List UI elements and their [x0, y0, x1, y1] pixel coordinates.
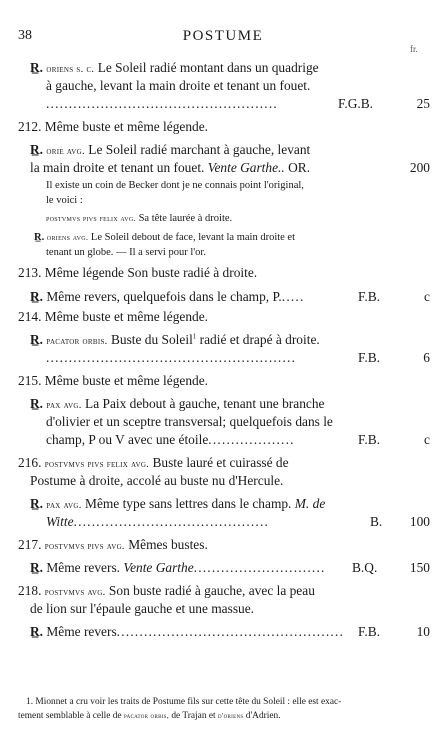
- legend: d'oriens: [217, 711, 244, 720]
- entry-215-reverse-line-1: R̲. pax avg. La Paix debout à gauche, tenant une branche: [30, 396, 325, 411]
- reverse-mark: R̲.: [30, 332, 44, 347]
- reverse-mark: R̲.: [30, 560, 44, 575]
- legend: postvmvs pivs avg.: [44, 541, 125, 552]
- entry-217-obverse: 217. postvmvs pivs avg. Mêmes bustes.: [18, 537, 208, 552]
- entry-216-reverse-line-2: Witte...........................................: [46, 514, 354, 530]
- metal: OR.: [288, 160, 311, 175]
- entry-212-reverse-line-1: R̲. orie avg. Le Soleil radié marchant à gauche, levant: [30, 142, 311, 157]
- legend: pacator orbis.: [46, 336, 108, 347]
- entry-214-reference: F.B.: [358, 350, 381, 365]
- entry-215-reference: F.B.: [358, 432, 381, 447]
- entry-number: 214.: [18, 309, 42, 324]
- entry-211-reference: F.G.B.: [338, 96, 374, 111]
- entry-215-price: c: [424, 432, 430, 447]
- entry-212-title: 212. Même buste et même légende.: [18, 119, 209, 134]
- footnote-line-1: 1. Mionnet a cru voir les traits de Postume fils sur cette tête du Soleil : elle est exac-: [26, 697, 342, 707]
- entry-number: 217.: [18, 537, 42, 552]
- reverse-mark: R̲.: [34, 232, 45, 243]
- legend: oriens avg.: [46, 232, 89, 242]
- leader-dots: .......................................................: [46, 350, 297, 365]
- footnote-line-2: tement semblable à celle de pacator orbis, de Trajan et d'oriens d'Adrien.: [18, 711, 281, 721]
- entry-213-reference: F.B.: [358, 289, 381, 304]
- entry-212-price: 200: [409, 160, 430, 175]
- entry-214-reverse-line-1: R̲. pacator orbis. Buste du Soleil$^1$ radié et drapé à droite.: [30, 332, 320, 347]
- reverse-mark: R̲.: [30, 396, 44, 411]
- legend: pax avg.: [46, 400, 82, 411]
- entry-216-price: 100: [409, 514, 430, 529]
- entry-217-reference: B.Q.: [352, 560, 378, 575]
- legend: postvmvs pivs felix avg.: [46, 213, 136, 223]
- de-witte-reference: M. de: [294, 496, 326, 511]
- reverse-mark: R̲.: [30, 142, 44, 157]
- entry-215-reverse-line-3: champ, P ou V avec une étoile...................: [46, 432, 323, 448]
- entry-217-reverse: R̲. Même revers. Vente Garthe.............................: [30, 560, 326, 575]
- entry-215-title: 215. Même buste et même légende.: [18, 373, 209, 388]
- entry-211-price: 25: [416, 96, 430, 111]
- legend: postvmvs pivs felix avg.: [44, 459, 150, 470]
- running-head: POSTUME: [182, 28, 264, 44]
- legend: pax avg.: [46, 500, 82, 511]
- entry-218-obverse-line-2: de lion sur l'épaule gauche et une massue.: [30, 601, 255, 616]
- footnote-mark: 1: [192, 332, 197, 341]
- leader-dots: ...................................................: [46, 96, 278, 111]
- leader-dots: ...................: [208, 432, 295, 447]
- vente-reference: Vente Garthe: [123, 560, 194, 575]
- leader-dots: .............................: [193, 560, 326, 575]
- vente-reference: Vente Garthe..: [207, 160, 285, 175]
- entry-number: 215.: [18, 373, 42, 388]
- entry-number: 216.: [18, 455, 42, 470]
- reverse-mark: R̲.: [30, 60, 44, 75]
- entry-214-title: 214. Même buste et même légende.: [18, 309, 209, 324]
- legend: postvmvs avg.: [44, 587, 106, 598]
- entry-211-reverse-line-2: à gauche, levant la main droite et tenant un fouet.: [46, 78, 311, 93]
- leader-dots: ..................................................: [116, 624, 345, 639]
- entry-213-price: c: [424, 289, 430, 304]
- reverse-mark: R̲.: [30, 289, 44, 304]
- entry-211-reverse-line-3: [46, 96, 336, 112]
- entry-216-reference: B.: [370, 514, 383, 529]
- entry-213-reverse: R̲. Même revers, quelquefois dans le champ, P......: [30, 289, 310, 305]
- entry-217-price: 150: [409, 560, 430, 575]
- entry-212-becker-reverse-line-2: tenant un globe. — Il a servi pour l'or.: [46, 247, 206, 258]
- entry-211-reverse-line-1: R̲. oriens s. c. Le Soleil radié montant dans un quadrige: [30, 60, 319, 75]
- leader-dots: ...........................................: [73, 514, 270, 529]
- entry-212-reverse-line-2: la main droite et tenant un fouet. Vente Garthe.. OR.: [30, 160, 311, 175]
- entry-number: 213.: [18, 265, 42, 280]
- entry-212-becker-obverse: postvmvs pivs felix avg. Sa tête laurée à droite.: [46, 213, 233, 224]
- entry-212-note-line-2: le voici :: [46, 195, 83, 206]
- legend: pacator orbis,: [123, 711, 170, 720]
- entry-218-price: 10: [416, 624, 430, 639]
- legend: orie avg.: [46, 146, 85, 157]
- reverse-mark: R̲.: [30, 496, 44, 511]
- footnote-mark: 1.: [26, 697, 34, 707]
- entry-216-obverse-line-2: Postume à droite, accolé au buste nu d'Hercule.: [30, 473, 284, 488]
- entry-218-reverse: R̲. Même revers..................................................: [30, 624, 349, 640]
- entry-number: 218.: [18, 583, 42, 598]
- entry-213-title: 213. Même légende Son buste radié à droite.: [18, 265, 258, 280]
- legend: oriens s. c.: [46, 64, 95, 75]
- entry-216-obverse-line-1: 216. postvmvs pivs felix avg. Buste lauré et cuirassé de: [18, 455, 289, 470]
- leader-dots: .....: [281, 289, 305, 304]
- entry-number: 212.: [18, 119, 42, 134]
- entry-216-reverse-line-1: R̲. pax avg. Même type sans lettres dans le champ. M. de: [30, 496, 326, 511]
- reverse-mark: R̲.: [30, 624, 44, 639]
- entry-218-obverse-line-1: 218. postvmvs avg. Son buste radié à gauche, avec la peau: [18, 583, 315, 598]
- entry-218-reference: F.B.: [358, 624, 381, 639]
- entry-214-price: 6: [423, 350, 430, 365]
- price-unit: fr.: [410, 44, 418, 54]
- page-number: 38: [18, 28, 32, 43]
- entry-214-reverse-line-2: [46, 350, 354, 366]
- entry-212-note-line-1: Il existe un coin de Becker dont je ne connais point l'original,: [46, 180, 304, 191]
- entry-215-reverse-line-2: d'olivier et un sceptre transversal; quelquefois dans le: [46, 414, 333, 429]
- entry-212-becker-reverse-line-1: R̲. oriens avg. Le Soleil debout de face, levant la main droite et: [34, 232, 296, 243]
